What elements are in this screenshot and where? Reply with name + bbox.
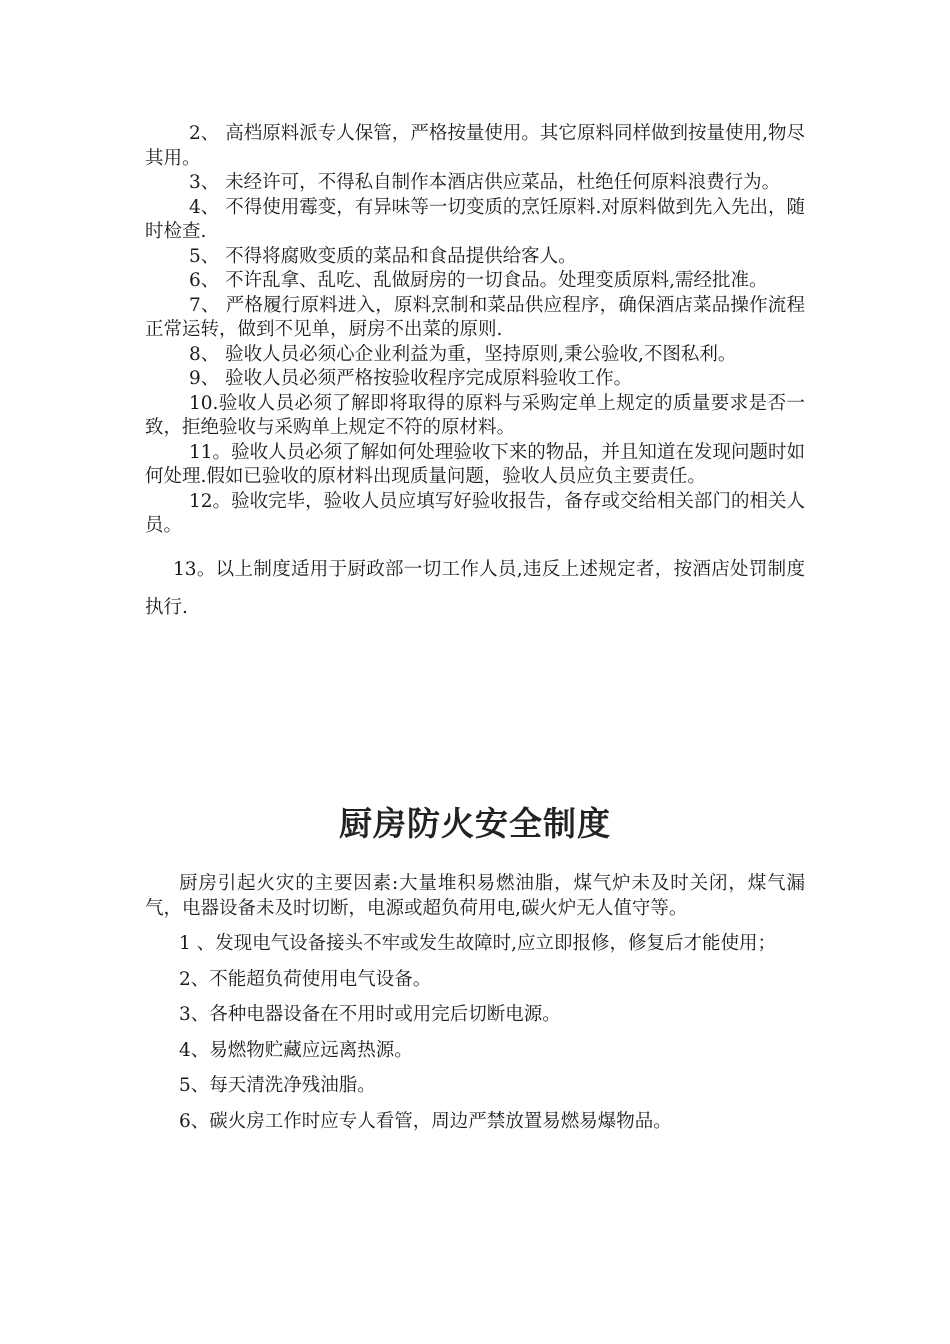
rule-item: 11。验收人员必须了解如何处理验收下来的物品，并且知道在发现问题时如何处理.假如已验收的原材料出现质量问题，验收人员应负主要责任。 — [145, 441, 805, 487]
fire-safety-section — [145, 872, 805, 1145]
rule-item: 10.验收人员必须了解即将取得的原料与采购定单上规定的质量要求是否一致，拒绝验收与采购单上规定不符的原材料。 — [145, 392, 805, 438]
rule-13-text: 13。以上制度适用于厨政部一切工作人员,违反上述规定者，按酒店处罚制度执行. — [145, 558, 805, 618]
rule-item: 9、 验收人员必须严格按验收程序完成原料验收工作。 — [189, 368, 633, 389]
fire-rule-item: 4、易燃物贮藏应远离热源。 — [179, 1039, 413, 1061]
rule-item: 2、 高档原料派专人保管，严格按量使用。其它原料同样做到按量使用,物尽其用。 — [145, 123, 805, 169]
fire-rule-item: 5、每天清洗净残油脂。 — [179, 1075, 376, 1096]
fire-rule-item: 3、各种电器设备在不用时或用完后切断电源。 — [179, 1004, 561, 1025]
rule-item: 4、 不得使用霉变，有异味等一切变质的烹饪原料.对原料做到先入先出，随时检查. — [145, 196, 805, 242]
fire-rule-item: 2、不能超负荷使用电气设备。 — [179, 968, 432, 990]
rule-item: 7、 严格履行原料进入，原料烹制和菜品供应程序，确保酒店菜品操作流程正常运转，做到不见单，厨房不出菜的原则. — [145, 294, 805, 340]
fire-rule-item: 1 、发现电气设备接头不牢或发生故障时,应立即报修，修复后才能使用； — [179, 933, 777, 954]
rule-item: 8、 验收人员必须心企业利益为重，坚持原则,秉公验收,不图私利。 — [189, 343, 737, 365]
fire-intro: 厨房引起火灾的主要因素:大量堆积易燃油脂，煤气炉未及时关闭，煤气漏气，电器设备未及时切断，电源或超负荷用电,碳火炉无人值守等。 — [145, 873, 805, 919]
rule-item: 12。验收完毕，验收人员应填写好验收报告，备存或交给相关部门的相关人员。 — [145, 490, 805, 536]
rule-item-13 — [145, 551, 805, 627]
section-title: 厨房防火安全制度 — [339, 804, 611, 843]
fire-rule-item: 6、碳火房工作时应专人看管，周边严禁放置易燃易爆物品。 — [179, 1110, 672, 1132]
rule-item: 5、 不得将腐败变质的菜品和食品提供给客人。 — [189, 245, 577, 267]
rule-item: 3、 未经许可，不得私自制作本酒店供应菜品，杜绝任何原料浪费行为。 — [189, 172, 781, 193]
rule-item: 6、 不许乱拿、乱吃、乱做厨房的一切食品。处理变质原料,需经批准。 — [189, 270, 768, 291]
kitchen-rules-list — [145, 122, 805, 627]
